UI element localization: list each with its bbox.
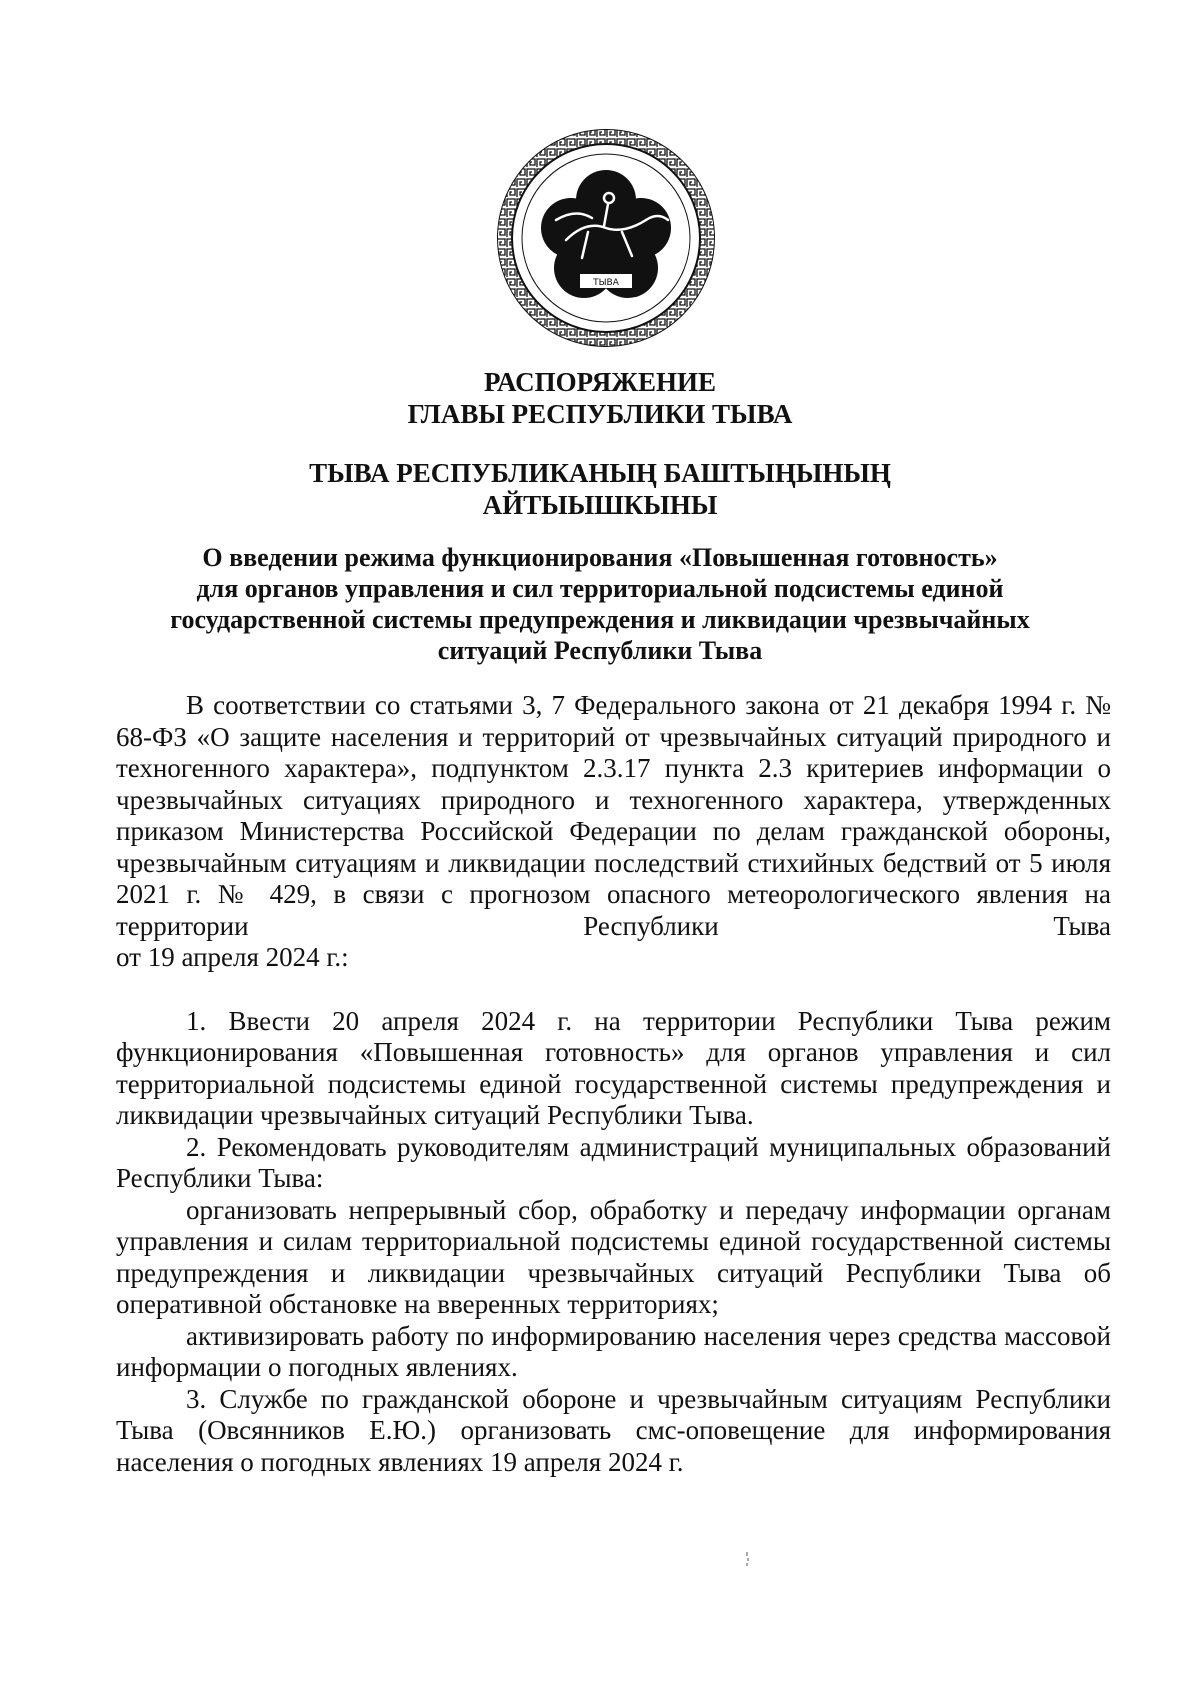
preamble-end: от 19 апреля 2024 г.: [116, 942, 349, 972]
subject-line-4: ситуаций Республики Тыва [437, 636, 763, 665]
scan-mark [746, 1552, 749, 1566]
document-title-tuvan [100, 457, 1100, 521]
item-2-subitem-1: организовать непрерывный сбор, обработку и передачу информации органам управления и силам территориальной подсистемы единой государственной системы предупреждения и ликвидации чрезвычайных ситуаций Республики Тыва об оперативной обстановке на вверенных территориях; [116, 1194, 1111, 1319]
tuvan-line-2: АЙТЫЫШКЫНЫ [482, 490, 718, 520]
item-2-paragraph: 2. Рекомендовать руководителям администраций муниципальных образований Республики Тыва: [116, 1131, 1111, 1193]
document-title [100, 366, 1100, 430]
preamble-paragraph: В соответствии со статьями 3, 7 Федерального закона от 21 декабря 1994 г. № 68-ФЗ «О защите населения и территорий от чрезвычайных ситуаций природного и техногенного характера», подпунктом 2.3.17 пункта 2.3 критериев информации о чрезвычайных ситуациях природного и техногенного характера, утвержденных приказом Министерства Российской Федерации по делам гражданской обороны, чрезвычайным ситуациям и ликвидации последствий стихийных бедствий от 5 июля 2021 г. № 429, в связи с прогнозом опасного метеорологического явления на территории Республики Тыва [116, 690, 1111, 941]
document-body [116, 690, 1111, 1478]
item-3-paragraph: 3. Службе по гражданской обороне и чрезвычайным ситуациям Республики Тыва (Овсянников Е.Ю.) организовать смс-оповещение для информирования населения о погодных явлениях 19 апреля 2024 г. [116, 1383, 1111, 1477]
svg-text:ТЫВА: ТЫВА [593, 278, 619, 288]
document-subject [115, 542, 1085, 666]
subject-line-3: государственной системы предупреждения и ликвидации чрезвычайных [170, 605, 1030, 634]
item-2-subitem-2: активизировать работу по информированию населения через средства массовой информации о погодных явлениях. [116, 1320, 1111, 1382]
title-line-1: РАСПОРЯЖЕНИЕ [483, 367, 717, 397]
tuvan-line-1: ТЫВА РЕСПУБЛИКАНЫҢ БАШТЫҢЫНЫҢ [309, 458, 891, 488]
item-1-paragraph: 1. Ввести 20 апреля 2024 г. на территории Республики Тыва режим функционирования «Повышенная готовность» для органов управления и сил территориальной подсистемы единой государственной системы предупреждения и ликвидации чрезвычайных ситуаций Республики Тыва. [116, 1005, 1111, 1130]
coat-of-arms-icon [496, 128, 716, 348]
subject-line-2: для органов управления и сил территориальной подсистемы единой [196, 574, 1004, 603]
subject-line-1: О введении режима функционирования «Повышенная готовность» [202, 543, 998, 572]
title-line-2: ГЛАВЫ РЕСПУБЛИКИ ТЫВА [407, 399, 793, 429]
